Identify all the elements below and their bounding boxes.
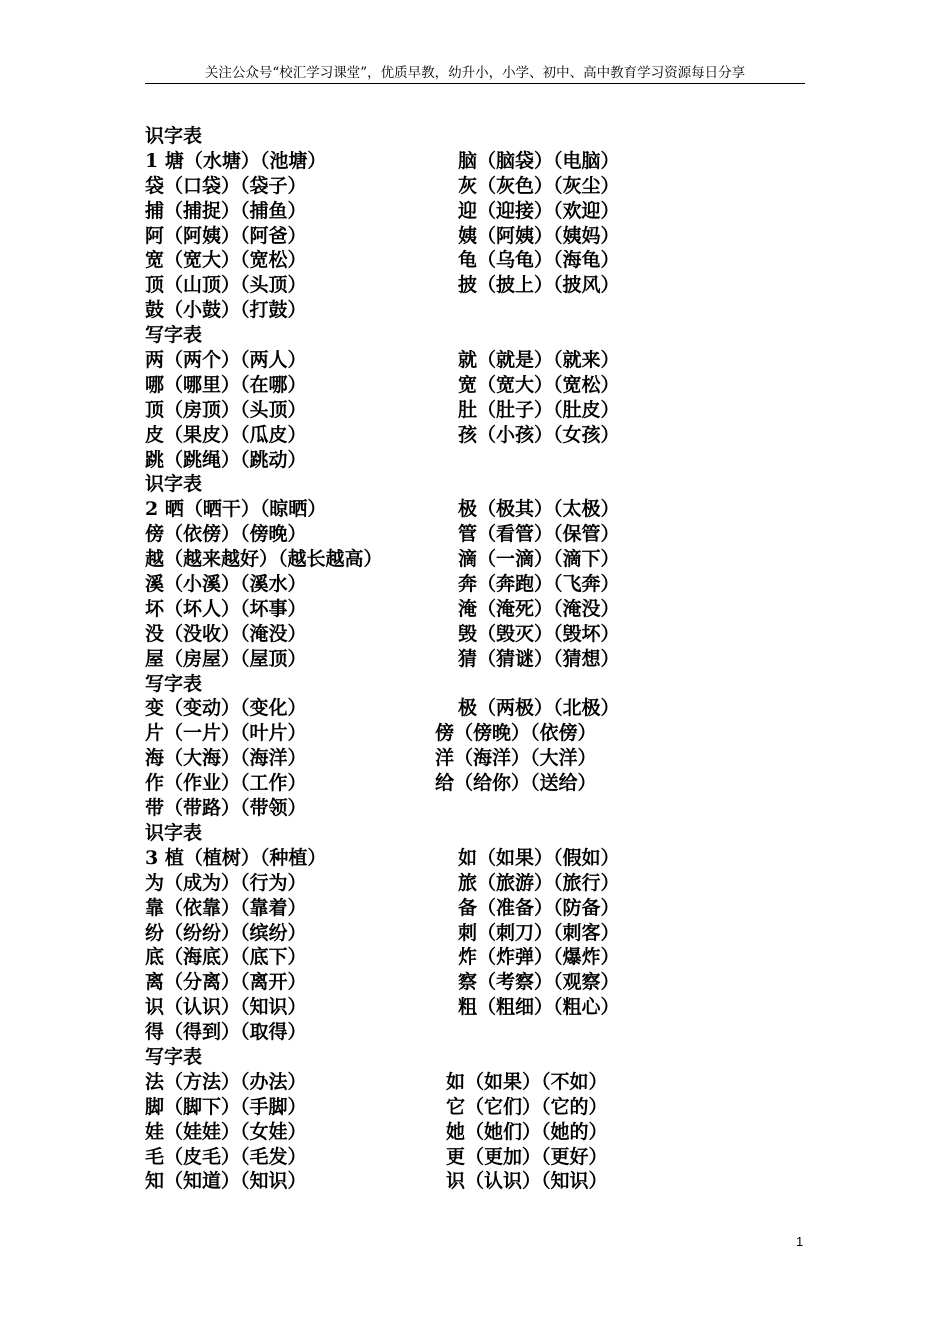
vocab-line bbox=[145, 846, 805, 871]
vocab-line bbox=[145, 248, 805, 273]
vocab-line bbox=[145, 771, 805, 796]
vocab-left: 脚（脚下）（手脚） bbox=[145, 1095, 307, 1118]
vocab-right: 龟（乌龟）（海龟） bbox=[458, 249, 620, 272]
vocab-left: 溪（小溪）（溪水） bbox=[145, 573, 307, 596]
vocab-left: 宽（宽大）（宽松） bbox=[145, 249, 307, 272]
vocab-right: 旅（旅游）（旅行） bbox=[458, 871, 620, 894]
vocab-left: 写字表 bbox=[145, 672, 203, 695]
vocab-line bbox=[145, 647, 805, 672]
vocab-line bbox=[145, 298, 805, 323]
vocab-left: 得（得到）（取得） bbox=[145, 1021, 307, 1044]
vocab-line bbox=[145, 149, 805, 174]
vocab-left: 知（知道）（知识） bbox=[145, 1170, 307, 1193]
vocab-left: 带（带路）（带领） bbox=[145, 797, 307, 820]
vocab-line bbox=[145, 796, 805, 821]
vocab-right: 肚（肚子）（肚皮） bbox=[458, 398, 620, 421]
vocab-right: 刺（刺刀）（刺客） bbox=[458, 921, 620, 944]
vocab-left: 傍（依傍）（傍晚） bbox=[145, 523, 307, 546]
vocab-left: 纷（纷纷）（缤纷） bbox=[145, 921, 307, 944]
vocab-line bbox=[145, 1120, 805, 1145]
vocab-right: 察（考察）（观察） bbox=[458, 971, 620, 994]
vocab-line bbox=[145, 622, 805, 647]
vocab-line bbox=[145, 970, 805, 995]
vocab-left: 写字表 bbox=[145, 324, 203, 347]
vocab-left: 坏（坏人）（坏事） bbox=[145, 597, 307, 620]
vocab-line bbox=[145, 1145, 805, 1170]
vocab-right: 炸（炸弹）（爆炸） bbox=[458, 946, 620, 969]
vocab-left: 1 塘（水塘）（池塘） bbox=[145, 149, 327, 172]
vocab-line bbox=[145, 398, 805, 423]
vocab-line bbox=[145, 871, 805, 896]
vocab-line bbox=[145, 672, 805, 697]
vocab-right: 淹（淹死）（淹没） bbox=[458, 597, 620, 620]
vocab-line bbox=[145, 373, 805, 398]
vocab-left: 皮（果皮）（瓜皮） bbox=[145, 423, 307, 446]
vocab-left: 3 植（植树）（种植） bbox=[145, 846, 327, 869]
vocab-right: 毁（毁灭）（毁坏） bbox=[458, 622, 620, 645]
vocab-right: 她（她们）（她的） bbox=[446, 1120, 608, 1143]
vocab-right: 如（如果）（不如） bbox=[446, 1070, 608, 1093]
vocab-line bbox=[145, 696, 805, 721]
vocab-right: 识（认识）（知识） bbox=[446, 1170, 608, 1193]
vocab-line bbox=[145, 522, 805, 547]
vocab-left: 底（海底）（底下） bbox=[145, 946, 307, 969]
vocab-line bbox=[145, 423, 805, 448]
vocab-line bbox=[145, 273, 805, 298]
vocab-right: 它（它们）（它的） bbox=[446, 1095, 608, 1118]
vocab-left: 阿（阿姨）（阿爸） bbox=[145, 224, 307, 247]
vocab-line bbox=[145, 721, 805, 746]
vocab-right: 迎（迎接）（欢迎） bbox=[458, 199, 620, 222]
vocab-right: 更（更加）（更好） bbox=[446, 1145, 608, 1168]
vocab-line bbox=[145, 448, 805, 473]
vocab-line bbox=[145, 174, 805, 199]
vocab-left: 袋（口袋）（袋子） bbox=[145, 174, 307, 197]
vocab-left: 毛（皮毛）（毛发） bbox=[145, 1145, 307, 1168]
vocab-left: 法（方法）（办法） bbox=[145, 1070, 307, 1093]
vocab-left: 离（分离）（离开） bbox=[145, 971, 307, 994]
vocab-left: 识字表 bbox=[145, 821, 203, 844]
vocab-left: 靠（依靠）（靠着） bbox=[145, 896, 307, 919]
vocab-line bbox=[145, 199, 805, 224]
vocab-line bbox=[145, 124, 805, 149]
vocab-line bbox=[145, 945, 805, 970]
vocab-left: 两（两个）（两人） bbox=[145, 349, 307, 372]
vocab-right: 备（准备）（防备） bbox=[458, 896, 620, 919]
vocab-right: 孩（小孩）（女孩） bbox=[458, 423, 620, 446]
vocab-line bbox=[145, 1169, 805, 1194]
page-header: 关注公众号“校汇学习课堂”，优质早教，幼升小，小学、初中、高中教育学习资源每日分享 bbox=[204, 65, 746, 81]
vocab-left: 娃（娃娃）（女娃） bbox=[145, 1120, 307, 1143]
vocab-line bbox=[145, 323, 805, 348]
vocab-left: 顶（房顶）（头顶） bbox=[145, 398, 307, 421]
vocab-right: 滴（一滴）（滴下） bbox=[458, 548, 620, 571]
vocab-line bbox=[145, 821, 805, 846]
vocab-left: 顶（山顶）（头顶） bbox=[145, 274, 307, 297]
vocab-left: 为（成为）（行为） bbox=[145, 871, 307, 894]
vocab-right: 奔（奔跑）（飞奔） bbox=[458, 573, 620, 596]
vocab-right: 粗（粗细）（粗心） bbox=[458, 996, 620, 1019]
vocab-line bbox=[145, 572, 805, 597]
vocab-line bbox=[145, 348, 805, 373]
vocab-right: 管（看管）（保管） bbox=[458, 523, 620, 546]
vocabulary-list bbox=[145, 124, 805, 1194]
vocab-right: 给（给你）（送给） bbox=[435, 772, 597, 795]
vocab-left: 识（认识）（知识） bbox=[145, 996, 307, 1019]
vocab-right: 姨（阿姨）（姨妈） bbox=[458, 224, 620, 247]
vocab-left: 变（变动）（变化） bbox=[145, 697, 307, 720]
vocab-line bbox=[145, 224, 805, 249]
vocab-left: 写字表 bbox=[145, 1045, 203, 1068]
header-rule bbox=[145, 83, 805, 84]
vocab-line bbox=[145, 497, 805, 522]
vocab-right: 就（就是）（就来） bbox=[458, 349, 620, 372]
vocab-line bbox=[145, 995, 805, 1020]
vocab-left: 哪（哪里）（在哪） bbox=[145, 373, 307, 396]
vocab-left: 识字表 bbox=[145, 473, 203, 496]
vocab-left: 2 晒（晒干）（晾晒） bbox=[145, 498, 327, 521]
vocab-left: 片（一片）（叶片） bbox=[145, 722, 307, 745]
vocab-line bbox=[145, 746, 805, 771]
vocab-right: 傍（傍晚）（依傍） bbox=[435, 722, 597, 745]
vocab-line bbox=[145, 1070, 805, 1095]
page-number: 1 bbox=[796, 1234, 804, 1249]
vocab-left: 海（大海）（海洋） bbox=[145, 747, 307, 770]
vocab-line bbox=[145, 1045, 805, 1070]
vocab-left: 作（作业）（工作） bbox=[145, 772, 307, 795]
vocab-line bbox=[145, 896, 805, 921]
vocab-right: 灰（灰色）（灰尘） bbox=[458, 174, 620, 197]
vocab-right: 脑（脑袋）（电脑） bbox=[458, 149, 620, 172]
vocab-line bbox=[145, 472, 805, 497]
vocab-right: 极（两极）（北极） bbox=[458, 697, 620, 720]
vocab-right: 极（极其）（太极） bbox=[458, 498, 620, 521]
vocab-left: 没（没收）（淹没） bbox=[145, 622, 307, 645]
vocab-left: 识字表 bbox=[145, 125, 203, 147]
vocab-left: 越（越来越好）（越长越高） bbox=[145, 548, 383, 571]
vocab-left: 捕（捕捉）（捕鱼） bbox=[145, 199, 307, 222]
vocab-right: 宽（宽大）（宽松） bbox=[458, 373, 620, 396]
vocab-left: 跳（跳绳）（跳动） bbox=[145, 448, 307, 471]
vocab-right: 猜（猜谜）（猜想） bbox=[458, 647, 620, 670]
vocab-line bbox=[145, 547, 805, 572]
vocab-right: 洋（海洋）（大洋） bbox=[435, 747, 597, 770]
vocab-right: 如（如果）（假如） bbox=[458, 846, 620, 869]
vocab-right: 披（披上）（披风） bbox=[458, 274, 620, 297]
vocab-left: 鼓（小鼓）（打鼓） bbox=[145, 299, 307, 322]
vocab-left: 屋（房屋）（屋顶） bbox=[145, 647, 307, 670]
vocab-line bbox=[145, 597, 805, 622]
vocab-line bbox=[145, 921, 805, 946]
vocab-line bbox=[145, 1020, 805, 1045]
vocab-line bbox=[145, 1095, 805, 1120]
